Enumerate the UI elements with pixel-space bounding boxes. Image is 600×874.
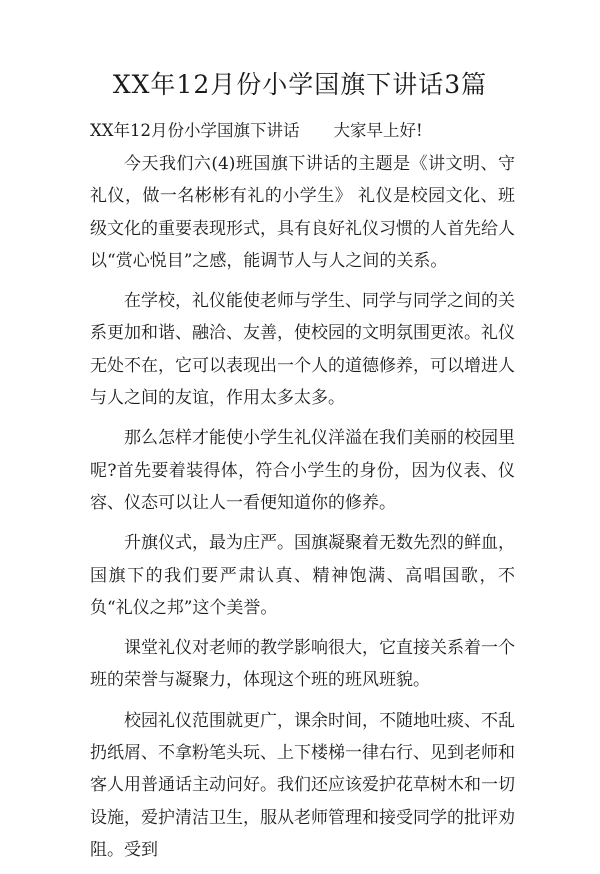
paragraph: 课堂礼仪对老师的教学影响很大，它直接关系着一个班的荣誉与凝聚力，体现这个班的班风班貌。 [90,638,515,691]
paragraph: 在学校，礼仪能使老师与学生、同学与同学之间的关系更加和谐、融洽、友善，使校园的文明氛围更浓。礼仪无处不在，它可以表现出一个人的道德修养，可以增进人与人之间的友谊，作用太多太多。 [90,291,515,409]
intro-heading: XX年12月份小学国旗下讲话 [90,121,300,140]
greeting: 大家早上好! [333,121,423,140]
document-body [90,148,515,874]
paragraph: 校园礼仪范围就更广，课余时间，不随地吐痰、不乱扔纸屑、不拿粉笔头玩、上下楼梯一律右行、见到老师和客人用普通话主动问好。我们还应该爱护花草树木和一切设施，爱护清洁卫生，服从老师管理和接受同学的批评劝阻。受到 [90,710,515,860]
paragraph: 升旗仪式，最为庄严。国旗凝聚着无数先烈的鲜血，国旗下的我们要严肃认真、精神饱满、高唱国歌，不负“礼仪之邦”这个美誉。 [90,533,515,618]
paragraph: 今天我们六(4)班国旗下讲话的主题是《讲文明、守礼仪，做一名彬彬有礼的小学生》 礼仪是校园文化、班级文化的重要表现形式，具有良好礼仪习惯的人首先给人以“赏心悦目”之感，能调节人与人之间的关系。 [90,154,515,271]
paragraph: 那么怎样才能使小学生礼仪洋溢在我们美丽的校园里呢?首先要着装得体，符合小学生的身份，因为仪表、仪容、仪态可以让人一看便知道你的修养。 [90,428,515,513]
document-title: XX年12月份小学国旗下讲话3篇 [112,70,488,99]
intro-line [90,119,423,143]
